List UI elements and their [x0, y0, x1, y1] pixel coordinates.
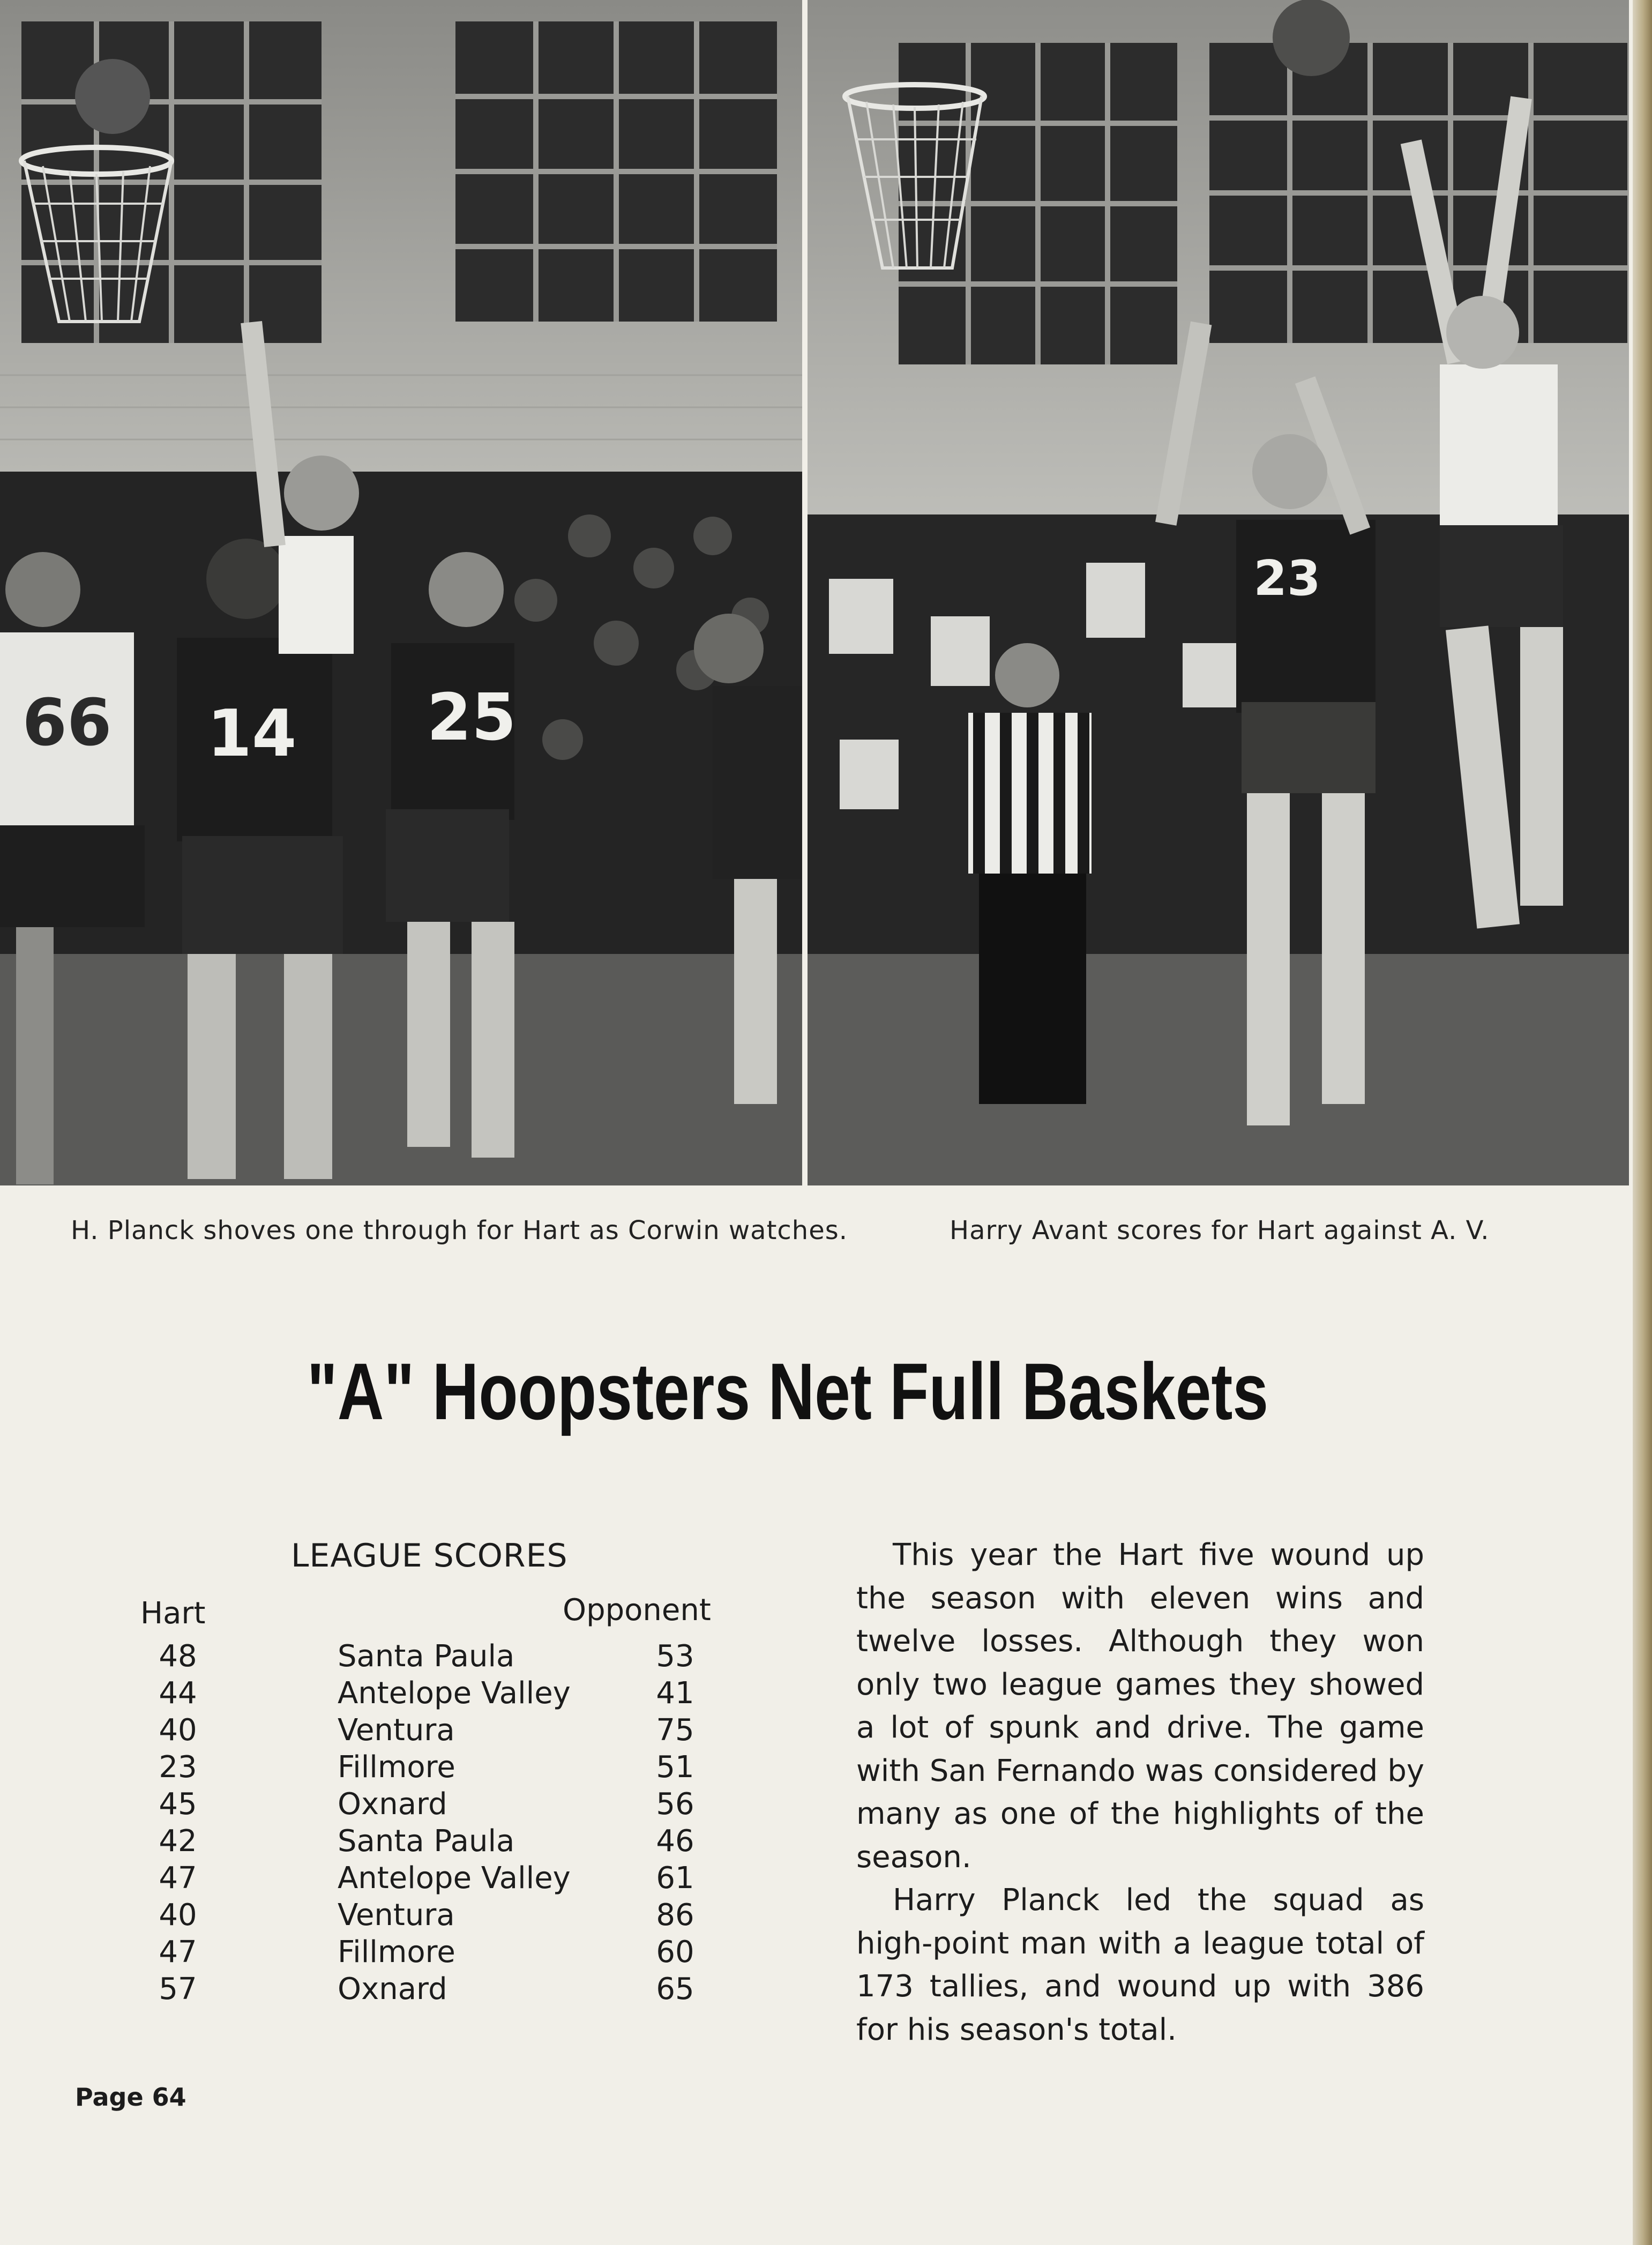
photo-left-illustration — [0, 0, 802, 1185]
score-row — [0, 1935, 804, 1972]
score-row — [0, 1713, 804, 1750]
score-row — [0, 1898, 804, 1935]
opponent-score: 75 — [656, 1713, 694, 1748]
hart-score: 47 — [159, 1935, 197, 1970]
league-scores-title: LEAGUE SCORES — [291, 1537, 568, 1575]
opponent-name: Santa Paula — [338, 1639, 515, 1674]
hart-score: 40 — [159, 1898, 197, 1933]
score-row — [0, 1676, 804, 1713]
jersey-number: 14 — [207, 697, 297, 771]
hart-score: 45 — [159, 1787, 197, 1822]
photo-caption-left: H. Planck shoves one through for Hart as Corwin watches. — [71, 1215, 848, 1245]
jersey-number: 25 — [427, 681, 517, 755]
page-number: Page 64 — [75, 2083, 186, 2112]
opponent-score: 65 — [656, 1972, 694, 2007]
jersey-number: 23 — [1253, 550, 1321, 607]
score-row — [0, 1861, 804, 1898]
hart-score: 42 — [159, 1824, 197, 1859]
opponent-name: Fillmore — [338, 1935, 455, 1970]
opponent-score: 86 — [656, 1898, 694, 1933]
opponent-name: Fillmore — [338, 1750, 455, 1785]
score-row — [0, 1639, 804, 1676]
article-body — [856, 1534, 1424, 2052]
opponent-score: 53 — [656, 1639, 694, 1674]
opponent-column-header: Opponent — [563, 1593, 711, 1628]
article-paragraph: This year the Hart five wound up the season with eleven wins and twelve losses. Although they won only two league games they showed a lot of spunk and drive. The game with San Fernando was considered by many as one of the highlights of the season. — [856, 1538, 1424, 1875]
hart-score: 44 — [159, 1676, 197, 1711]
league-scores-table — [0, 1639, 804, 2009]
photo-right-illustration — [808, 0, 1629, 1185]
score-row — [0, 1787, 804, 1824]
score-row — [0, 1824, 804, 1861]
opponent-name: Ventura — [338, 1898, 455, 1933]
opponent-score: 46 — [656, 1824, 694, 1859]
hart-score: 47 — [159, 1861, 197, 1896]
photo-caption-right: Harry Avant scores for Hart against A. V. — [950, 1215, 1490, 1245]
photo-right-basketball-game — [808, 0, 1629, 1185]
opponent-score: 41 — [656, 1676, 694, 1711]
jersey-number: 66 — [22, 686, 112, 760]
opponent-name: Antelope Valley — [338, 1861, 571, 1896]
opponent-score: 61 — [656, 1861, 694, 1896]
hart-score: 48 — [159, 1639, 197, 1674]
opponent-name: Santa Paula — [338, 1824, 515, 1859]
opponent-name: Ventura — [338, 1713, 455, 1748]
score-row — [0, 1972, 804, 2009]
photo-left-basketball-game — [0, 0, 802, 1185]
opponent-name: Antelope Valley — [338, 1676, 571, 1711]
score-row — [0, 1750, 804, 1787]
hart-score: 23 — [159, 1750, 197, 1785]
hart-score: 40 — [159, 1713, 197, 1748]
article-paragraph: Harry Planck led the squad as high-point man with a league total of 173 tallies, and wound up with 386 for his season's total. — [856, 1883, 1424, 2047]
page-edge — [1633, 0, 1652, 2245]
opponent-score: 60 — [656, 1935, 694, 1970]
page-headline: "A" Hoopsters Net Full Baskets — [307, 1346, 1269, 1436]
opponent-name: Oxnard — [338, 1972, 447, 2007]
hart-column-header: Hart — [140, 1596, 206, 1631]
opponent-name: Oxnard — [338, 1787, 447, 1822]
opponent-score: 56 — [656, 1787, 694, 1822]
opponent-score: 51 — [656, 1750, 694, 1785]
hart-score: 57 — [159, 1972, 197, 2007]
